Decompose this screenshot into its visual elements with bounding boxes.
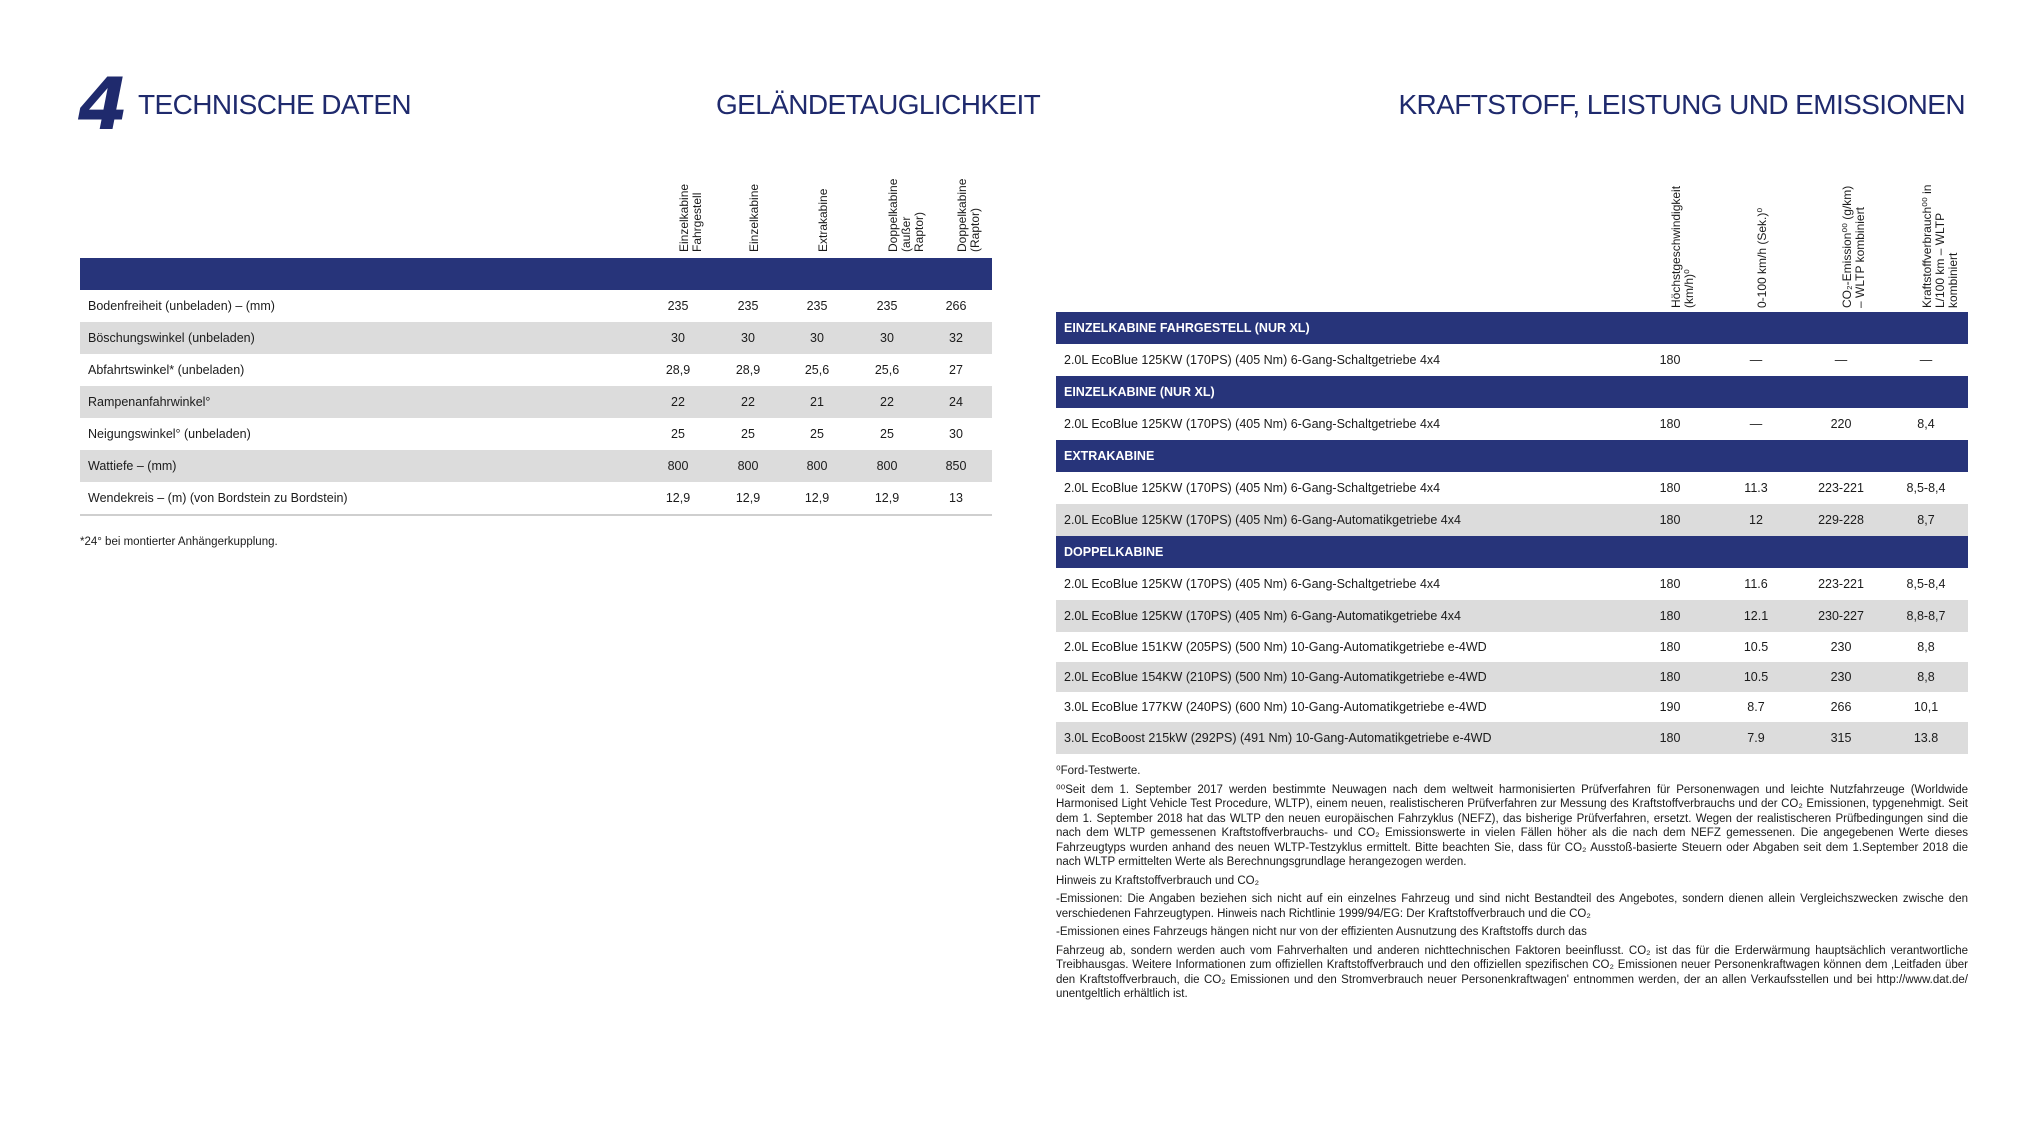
cell-value: 180 (1659, 640, 1681, 654)
footnote: -Emissionen: Die Angaben beziehen sich nicht auf ein einzelnes Fahrzeug und sind nicht Bestandteil des Angebotes, sondern dienen allein Vergleichszwecken zwische den verschiedenen Fahrzeugtypen. Hinweis nach Richtlinie 1999/94/EG: Der Kraftstoffverbrauch und die CO₂ (1056, 893, 1968, 920)
cell-value: 180 (1659, 670, 1681, 684)
cell-value: 8,8 (1917, 670, 1935, 684)
footnotes (1056, 764, 1968, 1006)
footnote: ⁰⁰Seit dem 1. September 2017 werden bestimmte Neuwagen nach dem weltweit harmonisierten Prüfverfahren für Personenwagen und leichte Nutzfahrzeuge (Worldwide Harmonised Light Vehicle Test Procedure, WLTP), einem neuen, realistischeren Prüfverfahren zur Messung des Kraftstoffverbrauchs und der CO₂ Emissionen, typgenehmigt. Seit dem 1. September 2018 hat das WLTP den neuen europäischen Fahrzyklus (NEFZ), das bisherige Prüfverfahren, ersetzt. Wegen der realistischeren Prüfbedingungen sind die nach dem WLTP gemessenen Kraftstoffverbrauchs- und CO₂ Emissionswerte in vielen Fällen höher als die nach dem NEFZ gemessenen. Die angegebenen Werte dieses Fahrzeugtyps wurden anhand des neuen WLTP-Testzyklus ermittelt. Bitte beachten Sie, dass für CO₂ Ausstoß-basierte Steuern oder Abgaben seit dem 1.September 2018 die nach WLTP ermittelten Werte als Berechnungsgrundlage herangezogen werden. (1056, 783, 1968, 868)
cell-value: 800 (806, 459, 828, 473)
cell-value: — (1749, 353, 1763, 367)
cell-value: 12,9 (874, 491, 900, 505)
cell-value: 25,6 (874, 363, 900, 377)
cell-value: 223-221 (1818, 481, 1864, 495)
cell-value: 25 (880, 427, 894, 441)
table-row (1056, 504, 1968, 536)
cell-value: — (1919, 353, 1933, 367)
cell-value: 12,9 (665, 491, 691, 505)
cell-value: 12,9 (735, 491, 761, 505)
cell-value: 180 (1659, 481, 1681, 495)
cell-value: 12,9 (804, 491, 830, 505)
cell-value: 25 (810, 427, 824, 441)
table-row (1056, 408, 1968, 440)
cell-value: — (1834, 353, 1848, 367)
section-header: EINZELKABINE FAHRGESTELL (NUR XL) (1056, 312, 1968, 344)
cell-value: 315 (1830, 731, 1852, 745)
cell-value: 850 (945, 459, 967, 473)
cell-value: 10.5 (1743, 640, 1769, 654)
table-row (80, 450, 992, 482)
cell-value: 8,4 (1917, 417, 1935, 431)
cell-value: 223-221 (1818, 577, 1864, 591)
fuel-table (1056, 170, 1968, 754)
table-row (80, 354, 992, 386)
row-label: Wendekreis – (m) (von Bordstein zu Bordstein) (88, 491, 348, 505)
cell-value: 11.3 (1744, 481, 1768, 495)
cell-value: 13.8 (1913, 731, 1939, 745)
cell-value: 180 (1659, 609, 1681, 623)
cell-value: 8,5-8,4 (1906, 481, 1946, 495)
cell-value: 180 (1659, 577, 1681, 591)
cell-value: 11.6 (1744, 577, 1768, 591)
cell-value: 180 (1659, 513, 1681, 527)
section-header: DOPPELKABINE (1056, 536, 1968, 568)
cell-value: 230-227 (1818, 609, 1864, 623)
row-label: Neigungswinkel° (unbeladen) (88, 427, 251, 441)
cell-value: 230 (1830, 640, 1852, 654)
row-label: Wattiefe – (mm) (88, 459, 177, 473)
cell-value: 25 (741, 427, 755, 441)
row-label: Böschungswinkel (unbeladen) (88, 331, 255, 345)
row-label: 2.0L EcoBlue 154KW (210PS) (500 Nm) 10-Gang-Automatikgetriebe e-4WD (1064, 670, 1487, 684)
table-row (1056, 600, 1968, 632)
cell-value: 180 (1659, 417, 1681, 431)
cell-value: 24 (949, 395, 963, 409)
column-header: Höchstgeschwindigkeit (km/h)⁰ (1669, 185, 1696, 308)
cell-value: 12 (1749, 513, 1763, 527)
cell-value: 8,8 (1917, 640, 1935, 654)
offroad-footnote: *24° bei montierter Anhängerkupplung. (80, 536, 278, 548)
table-row (80, 386, 992, 418)
column-header: 0-100 km/h (Sek.)⁰ (1755, 207, 1769, 308)
cell-value: 8.7 (1747, 700, 1765, 714)
cell-value: 10.5 (1743, 670, 1769, 684)
cell-value: 235 (876, 299, 898, 313)
row-label: 2.0L EcoBlue 151KW (205PS) (500 Nm) 10-Gang-Automatikgetriebe e-4WD (1064, 640, 1487, 654)
cell-value: 266 (1830, 700, 1852, 714)
row-label: Rampenanfahrwinkel° (88, 395, 211, 409)
cell-value: 22 (880, 395, 894, 409)
chapter-number: 4 (78, 62, 127, 146)
offroad-table-header (80, 160, 992, 258)
cell-value: 13 (949, 491, 963, 505)
cell-value: 8,7 (1917, 513, 1935, 527)
cell-value: 25 (671, 427, 685, 441)
table-row (1056, 568, 1968, 600)
row-label: Abfahrtswinkel* (unbeladen) (88, 363, 245, 377)
page-title: TECHNISCHE DATEN (138, 89, 412, 120)
table-row (1056, 472, 1968, 504)
row-label: 2.0L EcoBlue 125KW (170PS) (405 Nm) 6-Gang-Schaltgetriebe 4x4 (1064, 353, 1441, 367)
row-label: 2.0L EcoBlue 125KW (170PS) (405 Nm) 6-Gang-Automatikgetriebe 4x4 (1064, 609, 1461, 623)
footnote: ⁰Ford-Testwerte. (1056, 765, 1141, 777)
offroad-table (80, 160, 992, 516)
column-header: CO₂-Emission⁰⁰ (g/km) – WLTP kombiniert (1840, 185, 1867, 308)
cell-value: 800 (667, 459, 689, 473)
column-header: Doppelkabine (Raptor) (955, 178, 982, 252)
cell-value: 27 (949, 363, 963, 377)
row-label: 2.0L EcoBlue 125KW (170PS) (405 Nm) 6-Gang-Schaltgetriebe 4x4 (1064, 577, 1441, 591)
cell-value: 10,1 (1913, 700, 1939, 714)
cell-value: 8,8-8,7 (1906, 609, 1946, 623)
cell-value: — (1749, 417, 1763, 431)
cell-value: 230 (1830, 670, 1852, 684)
table-row (80, 322, 992, 354)
table-row (1056, 692, 1968, 722)
table-row (80, 418, 992, 450)
table-row (1056, 722, 1968, 754)
section-title-fuel: KRAFTSTOFF, LEISTUNG UND EMISSIONEN (1398, 89, 1965, 120)
cell-value: 32 (949, 331, 963, 345)
footnote: Hinweis zu Kraftstoffverbrauch und CO₂ (1056, 874, 1260, 887)
cell-value: 28,9 (735, 363, 761, 377)
cell-value: 229-228 (1818, 513, 1864, 527)
column-header: Kraftstoffverbrauch⁰⁰ in L/100 km – WLTP kombiniert (1920, 184, 1960, 308)
column-header: Einzelkabine Fahrgestell (677, 183, 704, 252)
cell-value: 30 (741, 331, 755, 345)
cell-value: 235 (806, 299, 828, 313)
table-row (80, 290, 992, 322)
cell-value: 21 (810, 395, 824, 409)
section-title-offroad: GELÄNDETAUGLICHKEIT (716, 89, 1041, 120)
row-label: 3.0L EcoBlue 177KW (240PS) (600 Nm) 10-Gang-Automatikgetriebe e-4WD (1064, 700, 1487, 714)
table-row (1056, 662, 1968, 692)
footnote: Fahrzeug ab, sondern werden auch vom Fahrverhalten und anderen nichttechnischen Faktoren beeinflusst. CO₂ ist das für die Erderwärmung hauptsächlich verantwortliche Treibhausgas. Weitere Informationen zum offiziellen Kraftstoffverbrauch und den offiziellen spezifischen CO₂ Emissionen neuer Personenkraftwagen können dem ‚Leitfaden über den Kraftstoffverbrauch, die CO₂ Emissionen und den Stromverbrauch neuer Personenkraftwagen' entnommen werden, der an allen Verkaufsstellen und bei http://www.dat.de/ unentgeltlich erhältlich ist. (1056, 944, 1968, 1000)
cell-value: 8,5-8,4 (1906, 577, 1946, 591)
cell-value: 180 (1659, 731, 1681, 745)
row-label: 2.0L EcoBlue 125KW (170PS) (405 Nm) 6-Gang-Schaltgetriebe 4x4 (1064, 417, 1441, 431)
cell-value: 12.1 (1743, 609, 1769, 623)
row-label: Bodenfreiheit (unbeladen) – (mm) (88, 299, 275, 313)
cell-value: 235 (737, 299, 759, 313)
column-header: Extrakabine (816, 188, 830, 252)
footnote: -Emissionen eines Fahrzeugs hängen nicht nur von der effizienten Ausnutzung des Kraftstoffs durch das (1056, 926, 1587, 938)
fuel-table-header (1056, 170, 1968, 312)
cell-value: 30 (949, 427, 963, 441)
cell-value: 22 (671, 395, 685, 409)
cell-value: 30 (671, 331, 685, 345)
cell-value: 25,6 (804, 363, 830, 377)
cell-value: 800 (876, 459, 898, 473)
row-label: 2.0L EcoBlue 125KW (170PS) (405 Nm) 6-Gang-Automatikgetriebe 4x4 (1064, 513, 1461, 527)
cell-value: 30 (810, 331, 824, 345)
table-row (1056, 344, 1968, 376)
table-row (80, 482, 992, 516)
header-band (80, 258, 992, 290)
cell-value: 190 (1659, 700, 1681, 714)
cell-value: 22 (741, 395, 755, 409)
row-label: 3.0L EcoBoost 215kW (292PS) (491 Nm) 10-Gang-Automatikgetriebe e-4WD (1064, 731, 1492, 745)
cell-value: 800 (737, 459, 759, 473)
section-header: EINZELKABINE (NUR XL) (1056, 376, 1968, 408)
cell-value: 266 (945, 299, 967, 313)
section-header: EXTRAKABINE (1056, 440, 1968, 472)
row-label: 2.0L EcoBlue 125KW (170PS) (405 Nm) 6-Gang-Schaltgetriebe 4x4 (1064, 481, 1441, 495)
column-header: Einzelkabine (747, 183, 761, 252)
cell-value: 180 (1659, 353, 1681, 367)
table-row (1056, 632, 1968, 662)
cell-value: 28,9 (665, 363, 691, 377)
cell-value: 30 (880, 331, 894, 345)
cell-value: 220 (1830, 417, 1852, 431)
column-header: Doppelkabine (außer Raptor) (886, 178, 926, 252)
cell-value: 235 (667, 299, 689, 313)
cell-value: 7.9 (1747, 731, 1765, 745)
